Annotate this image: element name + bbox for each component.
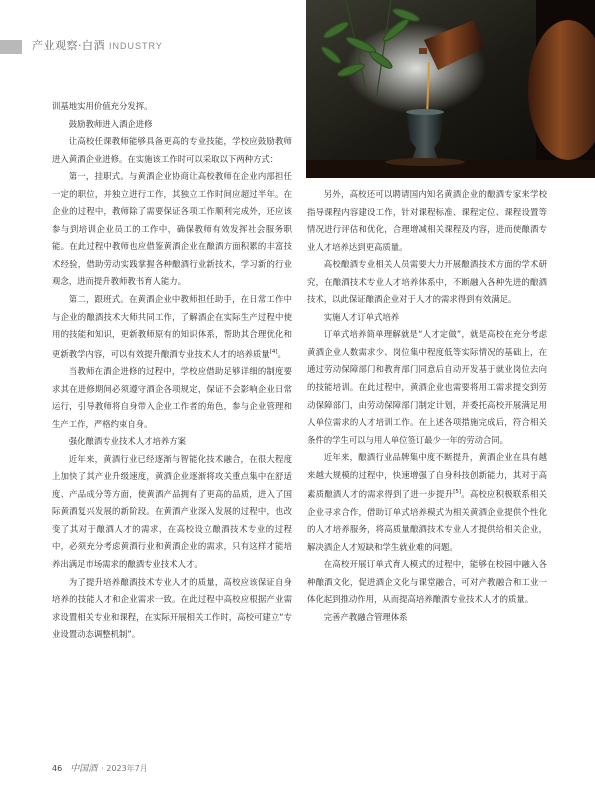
paragraph: 第一，挂职式。与黄酒企业协商让高校教师在企业内部担任一定的职位，并独立进行工作，其独立工作时间应超过半年。在企业的过程中，教师除了需要保证各项工作顺利完成外，还应该参与到培训企业员工的工作中，确保教师有效发挥社会服务职能。在此过程中教师也应借鉴黄酒企业在酿酒方面积累的丰富技术经验，借助劳动实践掌握各种酿酒行业新技术，学习新的行业观念，进而提升教师教书育人能力。 xyxy=(52,171,292,287)
paragraph-text: 第二，跟班式。在黄酒企业中教师担任助手，在日常工作中与企业的酿酒技术大师共同工作，了解酒企在实际生产过程中使用的技能和知识，更新教师原有的知识体系，帮助其合理优化和更新教学内容，可以有效提升酿酒专业技术人才的培养质量 xyxy=(52,294,292,359)
issue-date: 2023年7月 xyxy=(106,764,148,773)
footer-dot: · xyxy=(101,764,104,773)
paragraph-text: 近年来，酿酒行业品牌集中度不断提升，黄酒企业在具有越来越大规模的过程中，快速增强了自身科技创新能力，其对于高素质酿酒人才的需求得到了进一步提升 xyxy=(307,452,547,500)
paragraph: 订单式培养简单理解就是“人才定做”，就是高校在充分考虑黄酒企业人数需求少、岗位集中程度低等实际情况的基础上，在通过劳动保障部门和教育部门同意后自动开发基于就业岗位去向的技能培训。在此过程中，黄酒企业也需要将用工需求提交到劳动保障部门，由劳动保障部门制定计划，并委托高校开展满足用人单位需求的人才培训工作。在上述各项措施完成后，符合相关条件的学生可以与用人单位签订最少一年的劳动合同。 xyxy=(307,329,547,445)
section-heading: 鼓励教师进入酒企进修 xyxy=(68,118,153,129)
paragraph xyxy=(307,449,547,556)
paragraph: 训基地实用价值充分发挥。 xyxy=(52,101,153,111)
paragraph xyxy=(52,291,292,363)
paragraph-text-end: 。 xyxy=(277,348,286,359)
page-number: 46 xyxy=(52,764,63,773)
citation-ref: [5] xyxy=(453,489,461,496)
page-footer xyxy=(52,761,148,774)
citation-ref: [4] xyxy=(269,348,278,355)
left-column xyxy=(52,98,292,644)
paragraph: 为了提升培养酿酒技术专业人才的质量，高校应该保证自身培养的技能人才和企业需求一致。在此过程中高校应根据产业需求设置相关专业和课程，在实际开展相关工作时，高校可建立“专业设置动态调整机制”。 xyxy=(52,576,292,640)
right-column xyxy=(307,186,547,626)
paragraph: 另外，高校还可以聘请国内知名黄酒企业的酿酒专家来学校指导课程内容建设工作，针对课程标准、课程定位、课程设置等情况进行评估和优化，合理增减相关课程及内容，进而使酿酒专业人才培养达到更高质量。 xyxy=(307,189,547,252)
paragraph: 近年来，黄酒行业已经逐渐与智能化技术融合，在很大程度上加快了其产业升级速度，黄酒企业逐渐将攻关重点集中在舒适度、产品成分等方面，使黄酒产品拥有了更高的品质，进入了国际黄酒复兴发展的新阶段。在黄酒产业深入发展的过程中，也改变了其对于酿酒人才的需求，在高校设立酿酒技术专业的过程中，必须充分考虑黄酒行业和黄酒企业的需求，只有这样才能培养出满足市场需求的酿酒专业技术人才。 xyxy=(52,453,292,570)
header-dot: · xyxy=(78,39,82,52)
header-category: 白酒 xyxy=(82,39,105,52)
running-header xyxy=(32,37,163,53)
section-heading: 强化酿酒专业技术人才培养方案 xyxy=(68,436,187,447)
paragraph: 当教师在酒企进修的过程中，学校应借助足够详细的制度要求其在进修期间必须遵守酒企各项规定，保证不会影响企业日常运行，引导教师将自身带入企业工作者的角色，参与企业管理和生产工作，严格约束自身。 xyxy=(52,366,292,429)
magazine-logo: 中国酒 xyxy=(70,764,98,774)
header-bar xyxy=(0,40,22,54)
paragraph: 在高校开展订单式育人模式的过程中，能够在校园中融入各种酿酒文化，促进酒企文化与课堂融合，可对产教融合和工业一体化起到推动作用，从而提高培养酿酒专业技术人才的质量。 xyxy=(307,559,547,605)
section-heading: 实施人才订单式培养 xyxy=(323,311,400,322)
paragraph: 高校酿酒专业相关人员需要大力开展酿酒技术方面的学术研究，在酿酒技术专业人才培养体系中，不断融入各种先进的酿酒技术，以此保证酿酒企业对于人才的需求得到有效满足。 xyxy=(307,259,547,305)
wine-pouring-photo xyxy=(306,0,595,178)
paragraph: 让高校任课教师能够具备更高的专业技能，学校应鼓励教师进入黄酒企业进修。在实施该工作时可以采取以下两种方式： xyxy=(52,136,292,164)
paragraph-text-end: 。高校应积极联系相关企业寻求合作，借助订单式培养模式为相关黄酒企业提供个性化的人才培养服务，将高质量酿酒技术专业人才提供给相关企业，解决酒企人才短缺和学生就业难的问题。 xyxy=(307,489,548,552)
section-heading: 完善产教融合管理体系 xyxy=(323,611,408,622)
header-category-en: INDUSTRY xyxy=(109,41,163,51)
header-section: 产业观察 xyxy=(32,39,78,52)
